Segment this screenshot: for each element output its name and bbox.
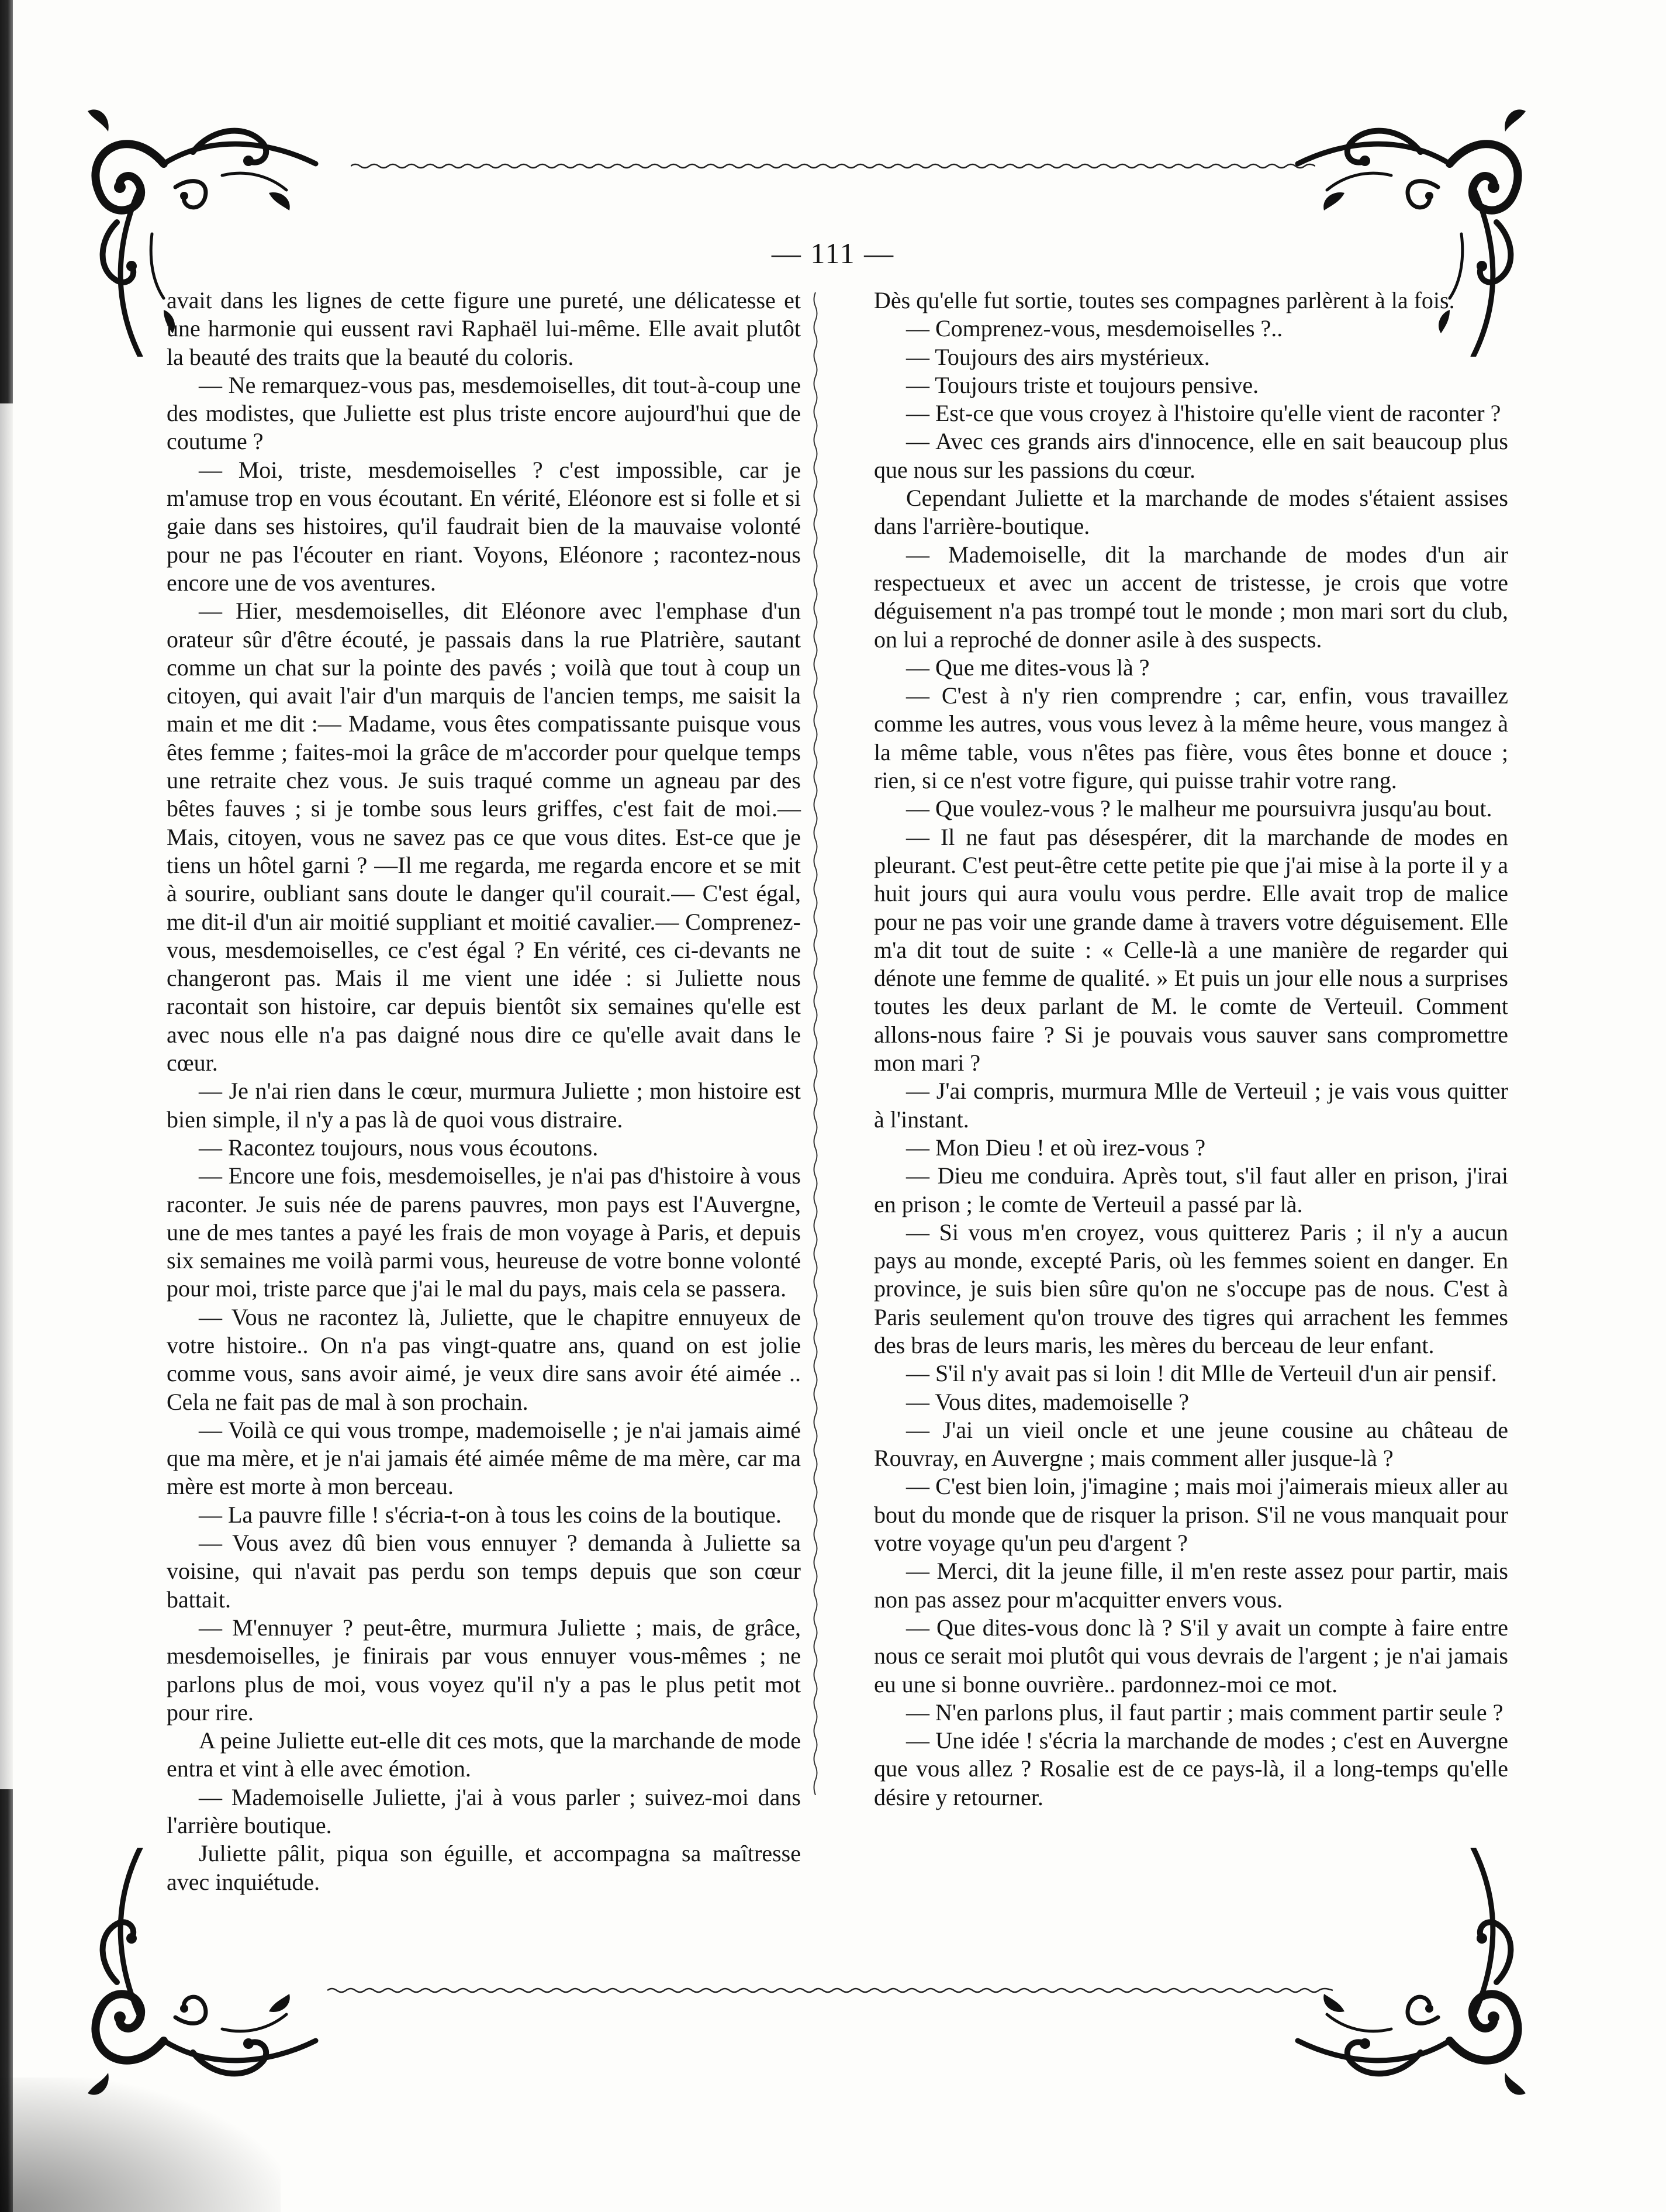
paragraph: — N'en parlons plus, il faut partir ; mais comment partir seule ? bbox=[906, 1699, 1503, 1726]
paragraph: — Merci, dit la jeune fille, il m'en reste assez pour partir, mais non pas assez pour m'acquitter envers vous. bbox=[874, 1558, 1508, 1613]
paragraph: Cependant Juliette et la marchande de modes s'étaient assises dans l'arrière-boutique. bbox=[874, 485, 1508, 540]
left-text-column bbox=[167, 287, 801, 1895]
paragraph: — La pauvre fille ! s'écria-t-on à tous les coins de la boutique. bbox=[199, 1501, 782, 1528]
paragraph: — Racontez toujours, nous vous écoutons. bbox=[199, 1134, 599, 1161]
paragraph: — Ne remarquez-vous pas, mesdemoiselles, dit tout-à-coup une des modistes, que Juliette est plus triste encore aujourd'hui que de coutume ? bbox=[167, 371, 801, 455]
paragraph: — Moi, triste, mesdemoiselles ? c'est impossible, car je m'amuse trop en vous écoutant. En vérité, Eléonore est si folle et si gaie dans ses histoires, qu'il faudrait bien de la mauvaise volonté pour ne pas l'écouter en riant. Voyons, Eléonore ; racontez-nous encore une de vos aventures. bbox=[167, 456, 801, 596]
baroque-corner-icon-bottom-right bbox=[1292, 1848, 1537, 2117]
paragraph: — Comprenez-vous, mesdemoiselles ?.. bbox=[906, 315, 1283, 342]
bottom-wavy-rule bbox=[327, 1986, 1333, 1995]
paragraph: Dès qu'elle fut sortie, toutes ses compagnes parlèrent à la fois. bbox=[874, 287, 1455, 313]
paragraph: — Si vous m'en croyez, vous quitterez Paris ; il n'y a aucun pays au monde, excepté Paris, où les femmes soient en danger. En province, je suis bien sûre qu'on ne s'occupe pas de nous. C'est à Paris seulement qu'on trouve des tigres qui arrachent les femmes des bras de leurs maris, les mères du berceau de leur enfant. bbox=[874, 1219, 1508, 1358]
paragraph: — J'ai un vieil oncle et une jeune cousine au château de Rouvray, en Auvergne ; mais comment aller jusque-là ? bbox=[874, 1416, 1508, 1472]
paragraph: — Il ne faut pas désespérer, dit la marchande de modes en pleurant. C'est peut-être cette petite pie que j'ai mise à la porte il y a huit jours qui aura voulu vous perdre. Elle avait trop de malice pour ne pas voir une grande dame à travers votre déguisement. Elle m'a dit tout de suite : « Celle-là a une manière de regarder qui dénote une femme de qualité. » Et puis un jour elle nous a surprises toutes les deux parlant de M. le comte de Verteuil. Comment allons-nous faire ? Si je pouvais vous sauver sans compromettre mon mari ? bbox=[874, 823, 1508, 1076]
paragraph: — M'ennuyer ? peut-être, murmura Juliette ; mais, de grâce, mesdemoiselles, je finirais par vous ennuyer vous-mêmes ; ne parlons plus de moi, vous voyez qu'il n'y a pas le plus petit mot pour rire. bbox=[167, 1614, 801, 1726]
paragraph: — Mademoiselle Juliette, j'ai à vous parler ; suivez-moi dans l'arrière boutique. bbox=[167, 1783, 801, 1839]
paragraph: avait dans les lignes de cette figure une pureté, une délicatesse et une harmonie qui eussent ravi Raphaël lui-même. Elle avait plutôt la beauté des traits que la beauté du coloris. bbox=[167, 287, 801, 370]
binding-edge-light bbox=[0, 403, 13, 1789]
paragraph: — Mademoiselle, dit la marchande de modes d'un air respectueux et avec un accent de tristesse, je crois que votre déguisement n'a pas trompé tout le monde ; mon mari sort du club, on lui a reproché de donner asile à des suspects. bbox=[874, 541, 1508, 653]
paragraph: — Toujours triste et toujours pensive. bbox=[906, 371, 1259, 398]
page-number: — 111 — bbox=[771, 237, 895, 270]
paragraph: — Je n'ai rien dans le cœur, murmura Juliette ; mon histoire est bien simple, il n'y a pas là de quoi vous distraire. bbox=[167, 1078, 801, 1133]
column-divider bbox=[811, 292, 820, 1795]
paragraph: — Que dites-vous donc là ? S'il y avait un compte à faire entre nous ce serait moi plutôt qui vous devrais de l'argent ; je n'ai jamais eu une si bonne ouvrière.. pardonnez-moi ce mot. bbox=[874, 1614, 1508, 1697]
paragraph: — Mon Dieu ! et où irez-vous ? bbox=[906, 1134, 1206, 1161]
paragraph: — Dieu me conduira. Après tout, s'il faut aller en prison, j'irai en prison ; le comte de Verteuil a passé par là. bbox=[874, 1162, 1508, 1217]
paragraph: — Est-ce que vous croyez à l'histoire qu'elle vient de raconter ? bbox=[906, 400, 1501, 427]
paragraph: — Avec ces grands airs d'innocence, elle en sait beaucoup plus que nous sur les passions du cœur. bbox=[874, 428, 1508, 483]
paragraph: — C'est à n'y rien comprendre ; car, enfin, vous travaillez comme les autres, vous vous levez à la même heure, vous mangez à la même table, vous n'êtes pas fière, vous êtes bonne et douce ; rien, si ce n'est votre figure, qui puisse trahir votre rang. bbox=[874, 682, 1508, 794]
paragraph: — Vous ne racontez là, Juliette, que le chapitre ennuyeux de votre histoire.. On n'a pas vingt-quatre ans, quand on est jolie comme vous, sans avoir aimé, je veux dire sans avoir été aimée .. Cela ne fait pas de mal à son prochain. bbox=[167, 1303, 801, 1415]
paragraph: Juliette pâlit, piqua son éguille, et accompagna sa maîtresse avec inquiétude. bbox=[167, 1840, 801, 1895]
paragraph: — J'ai compris, murmura Mlle de Verteuil ; je vais vous quitter à l'instant. bbox=[874, 1078, 1508, 1133]
paragraph: A peine Juliette eut-elle dit ces mots, que la marchande de mode entra et vint à elle avec émotion. bbox=[167, 1727, 801, 1782]
paragraph: — Toujours des airs mystérieux. bbox=[906, 343, 1210, 370]
paragraph: — S'il n'y avait pas si loin ! dit Mlle de Verteuil d'un air pensif. bbox=[906, 1360, 1497, 1387]
paragraph: — Vous dites, mademoiselle ? bbox=[906, 1388, 1190, 1415]
top-wavy-rule bbox=[351, 161, 1315, 171]
paragraph: — Vous avez dû bien vous ennuyer ? demanda à Juliette sa voisine, qui n'avait pas perdu son temps depuis que son cœur battait. bbox=[167, 1530, 801, 1613]
paragraph: — Une idée ! s'écria la marchande de modes ; c'est en Auvergne que vous allez ? Rosalie est de ce pays-là, il a long-temps qu'elle désire y retourner. bbox=[874, 1727, 1508, 1810]
paragraph: — Voilà ce qui vous trompe, mademoiselle ; je n'ai jamais aimé que ma mère, et je n'ai jamais été aimée même de ma mère, car ma mère est morte à mon berceau. bbox=[167, 1416, 801, 1500]
paragraph: — C'est bien loin, j'imagine ; mais moi j'aimerais mieux aller au bout du monde que de risquer la prison. S'il ne vous manquait pour votre voyage qu'un peu d'argent ? bbox=[874, 1473, 1508, 1557]
paragraph: — Que voulez-vous ? le malheur me poursuivra jusqu'au bout. bbox=[906, 795, 1492, 822]
paragraph: — Hier, mesdemoiselles, dit Eléonore avec l'emphase d'un orateur sûr d'être écouté, je passais dans la rue Platrière, sautant comme un chat sur la pointe des pavés ; voilà que tout à coup un citoyen, qui avait l'air d'un marquis de l'ancien temps, me saisit la main et me dit :— Madame, vous êtes compatissante puisque vous êtes femme ; faites-moi la grâce de m'accorder pour quelque temps une retraite chez vous. Je suis traqué comme un agneau par des bêtes fauves ; si je tombe sous leurs griffes, c'est fait de moi.—Mais, citoyen, vous ne savez pas ce que vous dites. Est-ce que je tiens un hôtel garni ? —Il me regarda, me regarda encore et se mit à sourire, oubliant sans doute le danger qu'il courait.— C'est égal, me dit-il d'un air moitié suppliant et moitié cavalier.— Comprenez-vous, mesdemoiselles, ce c'est égal ? En vérité, ces ci-devants ne changeront pas. Mais il me vient une idée : si Juliette nous racontait son histoire, car depuis bientôt six semaines qu'elle est avec nous elle n'a pas daigné nous dire ce qu'elle avait dans le cœur. bbox=[167, 598, 801, 1076]
right-text-column bbox=[874, 287, 1508, 1818]
paragraph: — Encore une fois, mesdemoiselles, je n'ai pas d'histoire à vous raconter. Je suis née de parens pauvres, mon pays est l'Auvergne, une de mes tantes a payé les frais de mon voyage à Paris, et depuis six semaines me voilà parmi vous, heureuse de votre bonne volonté pour moi, triste parce que j'ai le mal du pays, mais cela se passera. bbox=[167, 1162, 801, 1302]
paragraph: — Que me dites-vous là ? bbox=[906, 654, 1150, 681]
